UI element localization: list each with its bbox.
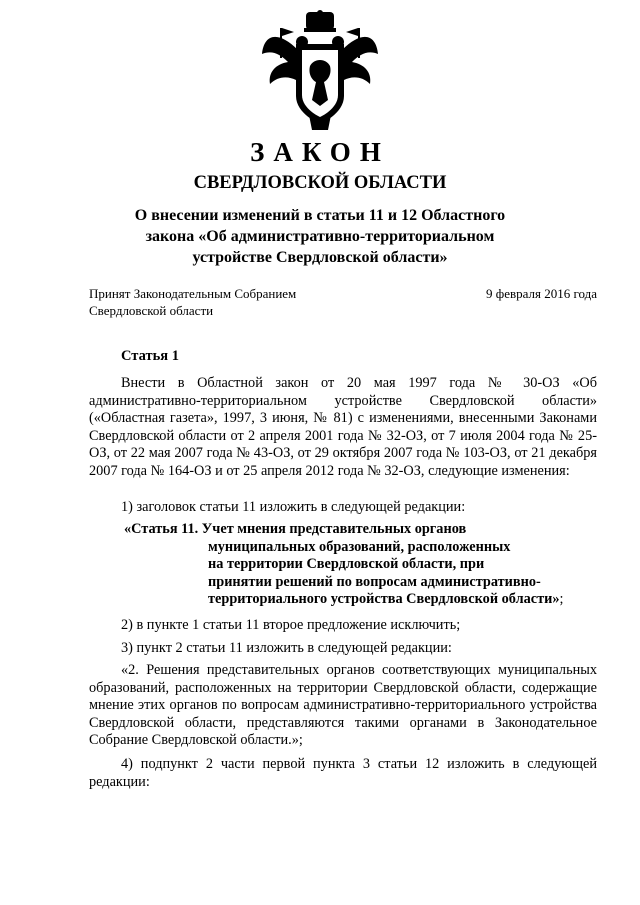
intro-paragraph: Внести в Областной закон от 20 мая 1997 года № 30-ОЗ «Об административно-территориальном устройстве Свердловской области» («Областная газета», 1997, 3 июня, № 81) с изменениями, внесенными Законами Свердловской области от 2 апреля 2001 года № 32-ОЗ, от 7 июля 2004 года № 25-ОЗ, от 22 мая 2007 года № 43-ОЗ, от 29 октября 2007 года № 103-ОЗ, от 21 декабря 2007 года № 164-ОЗ и от 25 апреля 2012 года № 32-ОЗ, следующие изменения: [89,375,597,479]
quote-line-3: на территории Свердловской области, при [208,556,485,572]
document-subtitle: СВЕРДЛОВСКОЙ ОБЛАСТИ [193,173,447,193]
adoption-date: 9 февраля 2016 года [486,286,597,301]
quote-line-5-text: территориального устройства Свердловской области» [208,591,560,607]
adopted-by [89,285,296,319]
adopted-by-line-2: Свердловской области [89,303,214,318]
quote-line-1: «Статья 11. Учет мнения представительных органов [124,521,467,537]
quoted-article-heading [124,521,604,609]
article-heading: Статья 1 [121,348,179,364]
quote-line-2: муниципальных образований, расположенных [208,538,511,555]
quote-line-5 [124,591,604,609]
item-3: 3) пункт 2 статьи 11 изложить в следующей редакции: [121,640,452,656]
item-2: 2) в пункте 1 статьи 11 второе предложение исключить; [121,617,461,633]
quoted-paragraph: «2. Решения представительных органов соответствующих муниципальных образований, расположенных на территории Свердловской области, содержащие мнение этих органов по вопросам административно-территориального устройства Свердловской области, представляются такими органами в Законодательное Собрание Свердловской области.»; [89,662,597,748]
quote-line-4: принятии решений по вопросам административно- [208,573,541,590]
law-name: О внесении изменений в статьи 11 и 12 Областного закона «Об административно-территориальном устройстве Свердловской области» [134,207,506,266]
document-title: ЗАКОН [250,137,390,167]
adopted-by-line-1: Принят Законодательным Собранием [89,286,297,301]
item-1: 1) заголовок статьи 11 изложить в следующей редакции: [121,499,466,515]
item-4: 4) подпункт 2 части первой пункта 3 статьи 12 изложить в следующей редакции: [89,756,597,790]
quote-line-5-end: ; [559,591,564,607]
coat-of-arms-icon [258,10,382,136]
